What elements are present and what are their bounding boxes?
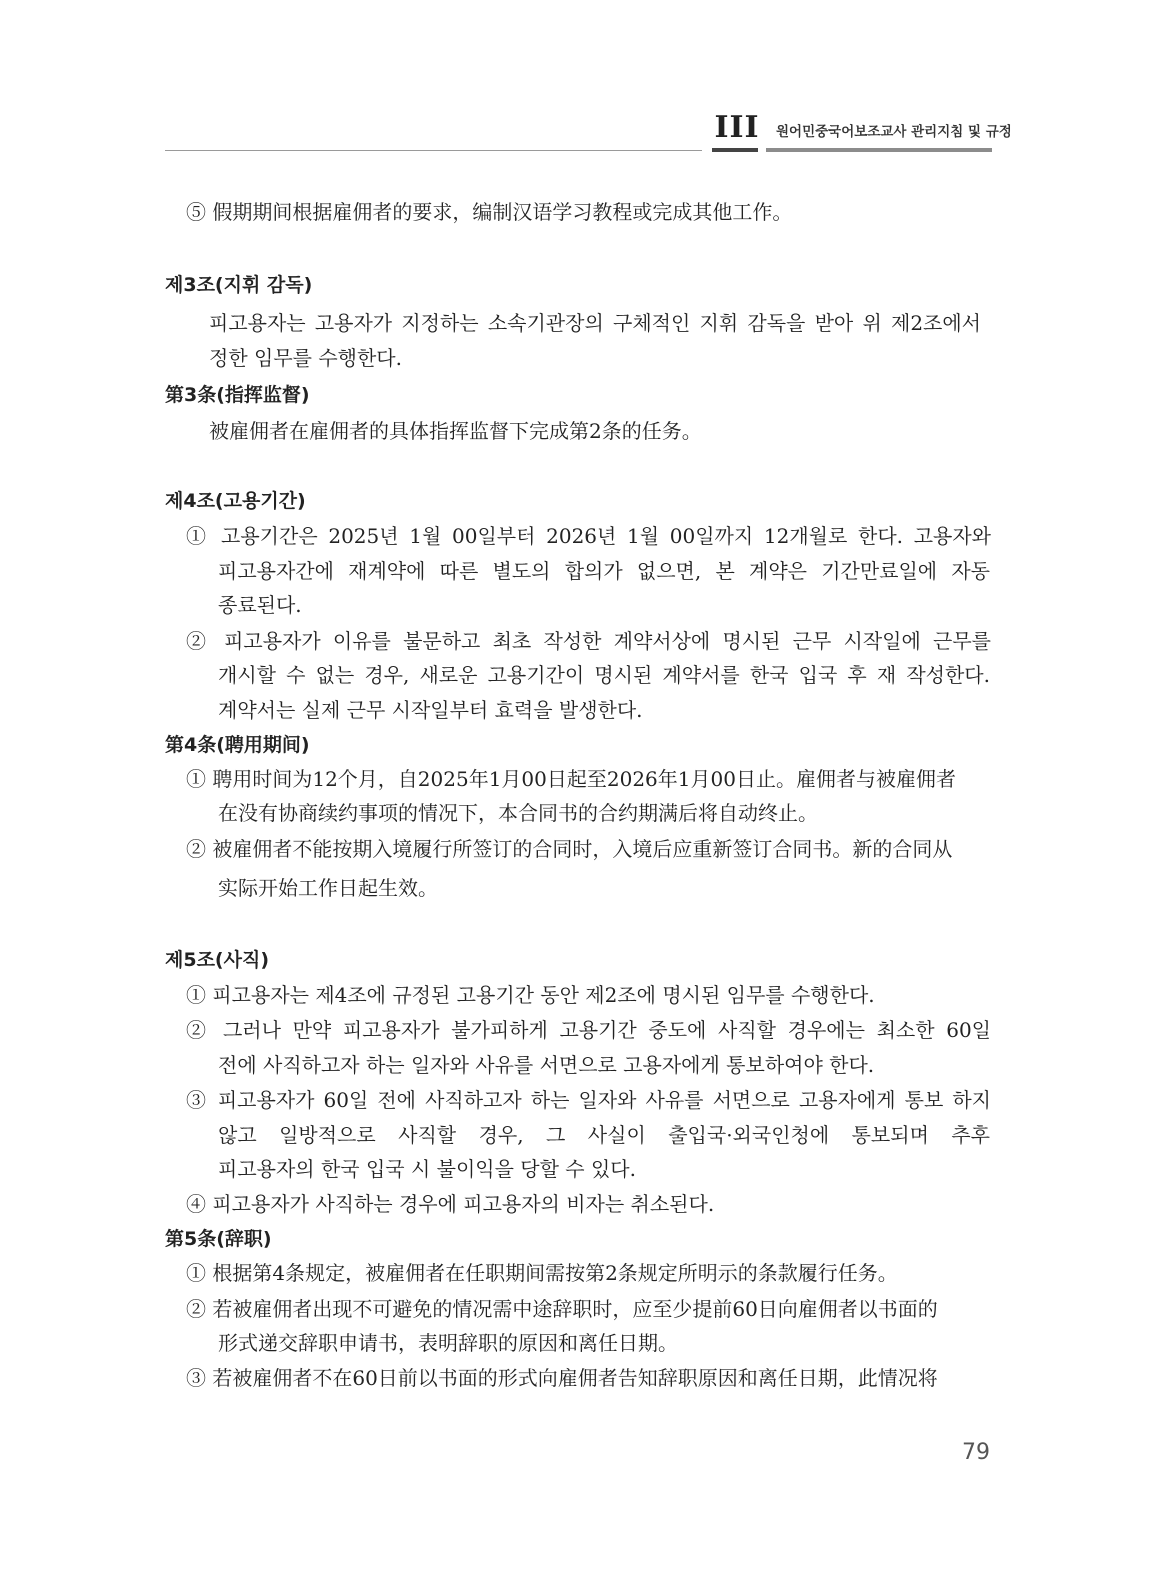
list-item-continuation: 계약서는 실제 근무 시작일부터 효력을 발생한다.: [218, 698, 643, 722]
list-item: ③ 피고용자가 60일 전에 사직하고자 하는 일자와 사유를 서면으로 고용자에게 통보 하지: [186, 1088, 991, 1112]
header-rule-right: [766, 148, 992, 152]
section-heading: 제4조(고용기간): [165, 490, 306, 512]
list-item-continuation: 形式递交辞职申请书，表明辞职的原因和离任日期。: [218, 1331, 678, 1355]
section-heading: 제3조(지휘 감독): [165, 274, 313, 296]
list-item: ② 그러나 만약 피고용자가 불가피하게 고용기간 중도에 사직할 경우에는 최소한 60일: [186, 1018, 991, 1042]
list-item-continuation: 在没有协商续约事项的情况下，本合同书的合约期满后将自动终止。: [218, 801, 818, 825]
list-item: ⑤ 假期期间根据雇佣者的要求，编制汉语学习教程或完成其他工作。: [186, 200, 793, 224]
list-item-continuation: 개시할 수 없는 경우, 새로운 고용기간이 명시된 계약서를 한국 입국 후 재 작성한다.: [218, 663, 990, 687]
header-rule-left: [165, 150, 702, 151]
list-item-continuation: 实际开始工作日起生效。: [218, 876, 438, 900]
section-heading: 第4条(聘用期间): [165, 734, 310, 756]
list-item-continuation: 않고 일방적으로 사직할 경우, 그 사실이 출입국·외국인청에 통보되며 추후: [218, 1123, 990, 1147]
list-item: ① 고용기간은 2025년 1월 00일부터 2026년 1월 00일까지 12개월로 한다. 고용자와: [186, 524, 991, 548]
paragraph-line: 정한 임무를 수행한다.: [209, 346, 402, 370]
list-item-continuation: 종료된다.: [218, 593, 302, 617]
list-item: ① 根据第4条规定，被雇佣者在任职期间需按第2条规定所明示的条款履行任务。: [186, 1261, 898, 1285]
list-item: ④ 피고용자가 사직하는 경우에 피고용자의 비자는 취소된다.: [186, 1192, 715, 1216]
section-heading: 第3条(指挥监督): [165, 384, 310, 406]
page-number: 79: [962, 1440, 990, 1465]
list-item: ② 被雇佣者不能按期入境履行所签订的合同时，入境后应重新签订合同书。新的合同从: [186, 837, 953, 861]
list-item: ① 聘用时间为12个月，自2025年1月00日起至2026年1月00日止。雇佣者与被雇佣者: [186, 767, 956, 791]
section-heading: 제5조(사직): [165, 949, 270, 971]
chapter-marker-bar: [712, 148, 758, 152]
chapter-roman-numeral: III: [714, 110, 760, 145]
list-item: ② 若被雇佣者出现不可避免的情况需中途辞职时，应至少提前60日向雇佣者以书面的: [186, 1297, 938, 1321]
list-item-continuation: 전에 사직하고자 하는 일자와 사유를 서면으로 고용자에게 통보하여야 한다.: [218, 1053, 875, 1077]
list-item-continuation: 피고용자의 한국 입국 시 불이익을 당할 수 있다.: [218, 1157, 636, 1181]
paragraph-line: 피고용자는 고용자가 지정하는 소속기관장의 구체적인 지휘 감독을 받아 위 제2조에서: [209, 311, 981, 335]
section-heading: 第5条(辞职): [165, 1228, 272, 1250]
running-title: 원어민중국어보조교사 관리지침 및 규정: [776, 124, 1012, 140]
list-item-continuation: 피고용자간에 재계약에 따른 별도의 합의가 없으면, 본 계약은 기간만료일에 자동: [218, 559, 990, 583]
list-item: ③ 若被雇佣者不在60日前以书面的形式向雇佣者告知辞职原因和离任日期，此情况将: [186, 1366, 938, 1390]
list-item: ① 피고용자는 제4조에 규정된 고용기간 동안 제2조에 명시된 임무를 수행한다.: [186, 983, 875, 1007]
paragraph-line: 被雇佣者在雇佣者的具体指挥监督下完成第2条的任务。: [209, 419, 702, 443]
list-item: ② 피고용자가 이유를 불문하고 최초 작성한 계약서상에 명시된 근무 시작일에 근무를: [186, 629, 991, 653]
